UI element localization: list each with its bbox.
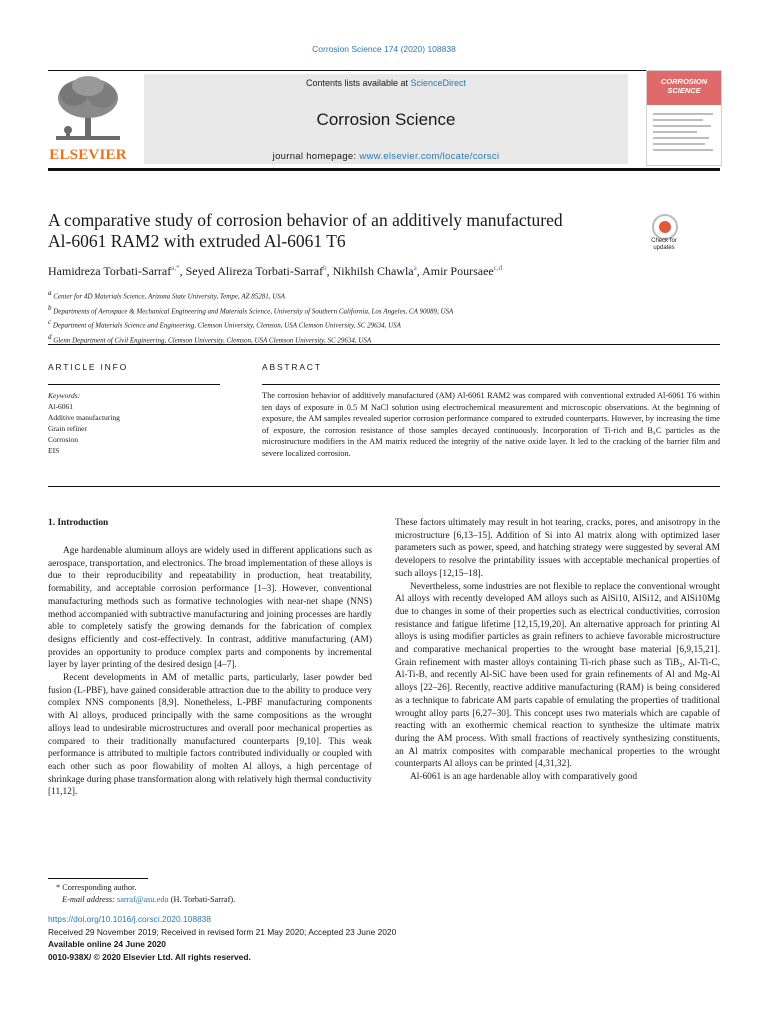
keyword: Grain refiner [48, 424, 87, 433]
author[interactable]: Hamidreza Torbati-Sarraf$^{a,*}$ [48, 264, 180, 278]
publication-info [48, 913, 548, 963]
doi-link[interactable]: https://doi.org/10.1016/j.corsci.2020.108838 [48, 914, 211, 924]
keyword: EIS [48, 446, 60, 455]
cover-text-line [653, 137, 709, 139]
elsevier-tree-icon [48, 74, 128, 146]
author[interactable]: Seyed Alireza Torbati-Sarraf$^b$ [185, 264, 327, 278]
affiliations [48, 288, 720, 347]
header-bottom-rule [48, 168, 720, 171]
journal-cover-thumbnail[interactable] [646, 70, 722, 166]
keyword: Corrosion [48, 435, 78, 444]
affiliation: $^b$ Departments of Aerospace & Mechanical Engineering and Materials Science, University of Southern California, Los Angeles, CA 90089, USA [48, 303, 454, 315]
cover-text-line [653, 113, 713, 115]
body-right-column [395, 517, 720, 784]
cover-text-line [653, 119, 703, 121]
abstract-rule [262, 384, 720, 385]
section-heading: 1. Introduction [48, 518, 109, 528]
header-top-rule [48, 70, 720, 71]
abstract-heading: ABSTRACT [262, 362, 322, 372]
elsevier-logo [48, 74, 128, 164]
email-link[interactable]: sarraf@asu.edu [117, 895, 169, 904]
article-title: A comparative study of corrosion behavior of an additively manufactured Al-6061 RAM2 with extruded Al-6061 T6 [48, 210, 563, 251]
affiliation: $^c$ Department of Materials Science and Engineering, Clemson University, Clemson, USA Clemson University, SC 29634, USA [48, 318, 401, 330]
keywords-block [48, 390, 218, 456]
elsevier-wordmark: ELSEVIER [49, 147, 127, 163]
check-updates-icon [652, 214, 678, 240]
abstract-bottom-rule [48, 486, 720, 487]
author[interactable]: Nikhilsh Chawla$^a$ [332, 264, 417, 278]
copyright: 0010-938X/ © 2020 Elsevier Ltd. All rights reserved. [48, 951, 251, 962]
cover-text-line [653, 149, 713, 151]
keyword: Al-6061 [48, 402, 73, 411]
cover-title: CORROSION SCIENCE [660, 77, 708, 95]
body-paragraph: Recent developments in AM of metallic parts, particularly, laser powder bed fusion (L-PBF), have gained considerable attraction due to the ability to produce very complex NNS components [8,9]. Nonetheless, L-PBF manufacturing components with Al alloys, produced principally with the same compositions as the wrought alloys lead to undesirable microstructures and overall poor mechanical properties as compared to their traditionally manufactured counterparts [9,10]. This weak performance is attributed to multiple factors contributed individually or coupled with each other such as poor flowability of molten Al alloys, a high percentage of shrinkage during phase transformation along with relatively high thermal conductivity [11,12]. [48, 673, 372, 798]
article-info-heading: ARTICLE INFO [48, 362, 129, 372]
journal-banner [144, 74, 628, 164]
body-paragraph: Age hardenable aluminum alloys are widely used in different applications such as aerospace, transportation, and electronics. The broad implementation of these alloys is due to their reproducibility and repeatability in production, heat treatability, formability, and acceptable corrosion performance [1–3]. However, conventional manufacturing methods such as formative technologies with near-net shape (NNS) method accompanied with subtractive manufacturing and joining processes are hardly able to completely satisfy the growing demands for the fabrication of complex designs efficiently and cost-effectively. In contrast, additive manufacturing (AM) provides an opportunity to produce complex parts and components by incremental layer by layer printing of the desired design [4–7]. [48, 546, 372, 671]
cover-text-line [653, 143, 705, 145]
cover-text-line [653, 131, 697, 133]
contents-availability: Contents lists available at ScienceDirect [305, 78, 467, 88]
keywords-label: Keywords: [48, 391, 81, 400]
journal-homepage: journal homepage: www.elsevier.com/locate/corsci [272, 151, 500, 162]
article-info-rule [48, 384, 220, 385]
corresponding-author-footnote: * Corresponding author. E-mail address: sarraf@asu.edu (H. Torbati-Sarraf). [56, 883, 236, 904]
keyword: Additive manufacturing [48, 413, 120, 422]
journal-reference[interactable]: Corrosion Science 174 (2020) 108838 [312, 44, 456, 54]
abstract-text: The corrosion behavior of additively manufactured (AM) Al-6061 RAM2 was compared with conventional extruded Al-6061 T6 within ten days of exposure in 0.5 M NaCl solution using electrochemical measurement and microscopic observations. At the beginning of exposure, the AM samples revealed superior corrosion performance compared to extruded counterparts. However, by increasing the time of exposure, the corrosion resistance of those samples decayed continuously. Incorporation of Ti-rich and B₄C particles as the microstructure modifiers in the AM matrix reduced the integrity of the native oxide layer. It led to the cracking of the barrier film and severe localized corrosion. [262, 391, 720, 458]
journal-title: Corrosion Science [316, 110, 456, 129]
received-dates: Received 29 November 2019; Received in revised form 21 May 2020; Accepted 23 June 2020 [48, 926, 397, 937]
footnote-rule [48, 878, 148, 879]
available-online: Available online 24 June 2020 [48, 939, 166, 949]
body-paragraph: These factors ultimately may result in hot tearing, cracks, pores, and anisotropy in the microstructure [6,13–15]. Addition of Si into Al matrix along with optimized laser parameters such as power, speed, and hatching strategy were suggested by several AM developers to resolve the printability issues with acceptable mechanical properties of such alloys [12,15–18]. [395, 518, 720, 579]
affiliation: $^a$ Center for 4D Materials Science, Arizona State University, Tempe, AZ 85281, USA [48, 289, 286, 301]
body-paragraph: Al-6061 is an age hardenable alloy with comparatively good [410, 772, 638, 783]
homepage-link[interactable]: www.elsevier.com/locate/corsci [359, 151, 500, 162]
affiliation: $^d$ Glenn Department of Civil Engineering, Clemson University, Clemson, USA Clemson University, SC 29634, USA [48, 332, 372, 345]
check-for-updates-button[interactable]: Check for updates [646, 214, 682, 254]
sciencedirect-link[interactable]: ScienceDirect [410, 78, 467, 88]
author-list: Hamidreza Torbati-Sarraf$^{a,*}$, Seyed Alireza Torbati-Sarraf$^b$, Nikhilsh Chawla$^a$, Amir Poursaee$^{c,d}$ [48, 264, 503, 278]
info-top-rule [48, 344, 720, 345]
body-left-column [48, 545, 372, 799]
cover-text-line [653, 125, 711, 127]
body-paragraph: Nevertheless, some industries are not flexible to replace the conventional wrought Al alloys with recently developed AM alloys such as AlSi10, AlSi12, and AlSi10Mg due to changes in some of their properties such as electrical conductivities, corrosion resistance and fatigue lifetime [12,15,19,20]. An alternative approach for printing Al alloys is using modifier particles as grain refiners to achieve favorable microstructure and comparative mechanical properties to the wrought base material [6,9,15,21]. Grain refinement with master alloys containing Ti-rich phase such as TiB₂, Al-Ti-C, Al-Ti-B, and recently Al-SiC have been used for grain refinements of Al and Mg-Al alloys [22–26]. Recently, reactive additive manufacturing (RAM) is being considered as a technique to fabricate AM parts capable of emulating the properties of traditional wrought alloy parts [6,27–30]. This concept uses two materials which are capable of reacting with an exothermic chemical reaction to synthesize the ultimate matrix during the AM process. With small fractions of reactively synthesizing constituents, an Al matrix composites with comparable mechanical properties to the wrought counterparts Al alloys can be printed [4,31,32]. [395, 581, 720, 770]
author[interactable]: Amir Poursaee$^{c,d}$ [422, 264, 503, 278]
